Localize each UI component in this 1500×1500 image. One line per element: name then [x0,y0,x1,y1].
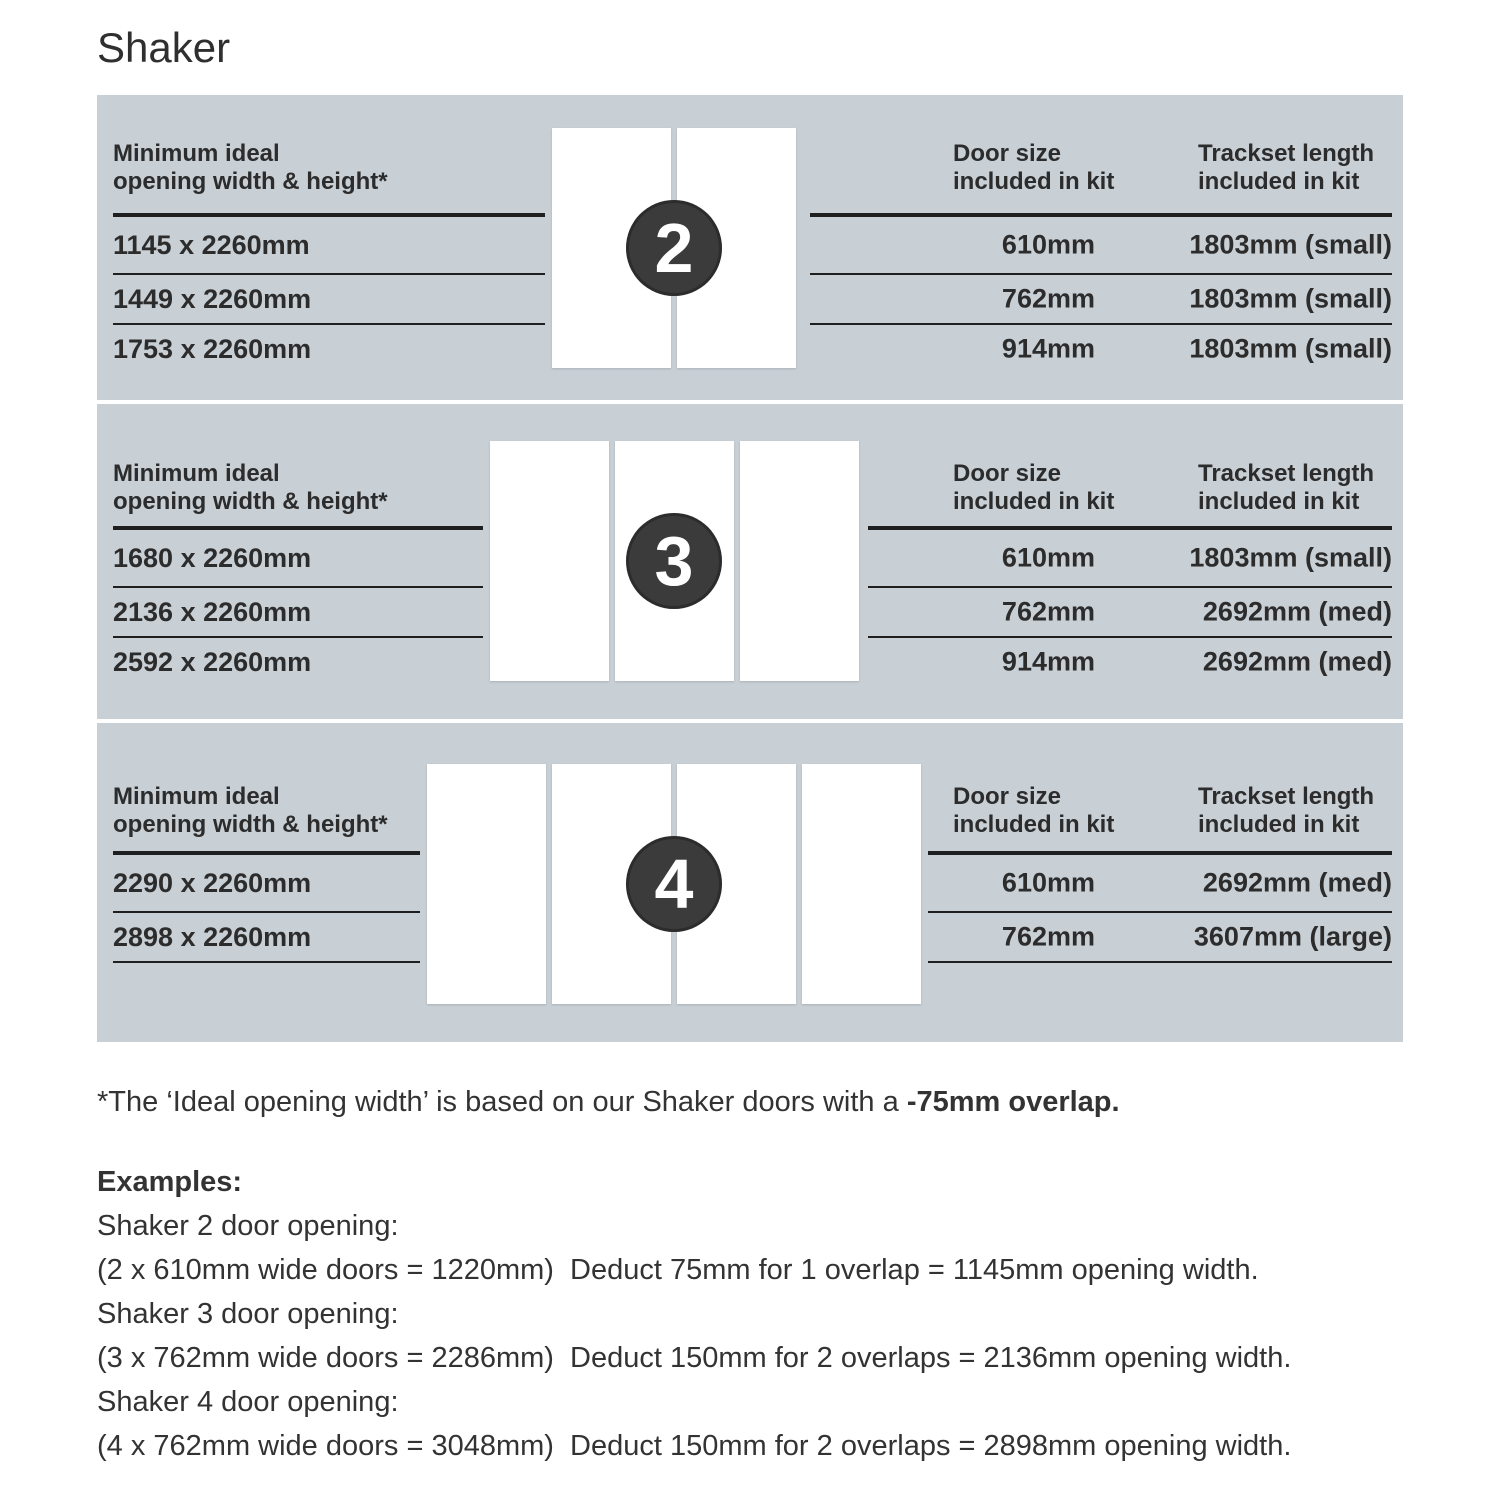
kit-row [810,325,1392,373]
opening-size-rows [113,213,545,373]
door-size-column-header [953,140,1114,196]
opening-size-value: 2136 x 2260mm [113,596,312,627]
trackset-length-value: 1803mm (small) [1189,333,1392,364]
size-guide-panel [97,95,1403,1042]
opening-size-value: 2592 x 2260mm [113,646,312,677]
kit-row [810,275,1392,325]
door-panel [802,764,921,1004]
door-panel [740,441,859,681]
door-size-column-header [953,460,1114,516]
examples-heading: Examples: [97,1166,243,1198]
door-panel [490,441,609,681]
trackset-length-value: 3607mm (large) [1193,921,1392,952]
trackset-length-value: 1803mm (small) [1189,542,1392,573]
door-size-column-header [953,783,1114,839]
footnote-bold: -75mm overlap. [906,1086,1120,1118]
opening-header-line2: opening width & height* [113,488,388,515]
door-count-number: 2 [654,209,694,287]
kit-row [810,217,1392,275]
opening-size-value: 1753 x 2260mm [113,333,312,364]
trackset-length-value: 2692mm (med) [1202,646,1392,677]
opening-header-line1: Minimum ideal [113,783,280,810]
door-size-header-line1: Door size [953,460,1062,487]
opening-size-row [113,638,483,686]
door-count-badge [626,513,722,609]
trackset-length-column-header [1198,460,1374,516]
opening-size-row [113,325,545,373]
opening-size-row [113,530,483,588]
example-calc: (3 x 762mm wide doors = 2286mm) Deduct 150mm for 2 overlaps = 2136mm opening width. [97,1342,1292,1374]
door-size-value: 914mm [1001,646,1095,677]
opening-size-row [113,588,483,638]
kit-row [928,855,1392,913]
opening-header-line2: opening width & height* [113,811,388,838]
door-size-header-line2: included in kit [953,168,1115,195]
example-heading: Shaker 4 door opening: [97,1386,399,1418]
trackset-header-line1: Trackset length [1198,783,1375,810]
section-2-door-kit [97,95,1403,400]
opening-header-line1: Minimum ideal [113,140,280,167]
trackset-length-value: 2692mm (med) [1202,596,1392,627]
examples-block [97,1160,1291,1468]
trackset-length-value: 1803mm (small) [1189,283,1392,314]
opening-header-line2: opening width & height* [113,168,388,195]
trackset-header-line2: included in kit [1198,811,1360,838]
trackset-header-line1: Trackset length [1198,460,1375,487]
trackset-header-line2: included in kit [1198,488,1360,515]
example-heading: Shaker 2 door opening: [97,1210,399,1242]
opening-size-row [113,275,545,325]
section-3-door-kit [97,404,1403,719]
door-size-value: 610mm [1001,867,1095,898]
door-size-header-line2: included in kit [953,811,1115,838]
door-panel [427,764,546,1004]
opening-size-value: 1449 x 2260mm [113,283,312,314]
kit-contents-rows [810,213,1392,373]
opening-size-value: 1145 x 2260mm [113,229,310,260]
kit-contents-rows [928,851,1392,963]
opening-size-row [113,855,420,913]
trackset-length-value: 2692mm (med) [1202,867,1392,898]
opening-size-row [113,913,420,963]
section-divider [97,719,1403,723]
page-title: Shaker [97,24,231,71]
door-size-header-line2: included in kit [953,488,1115,515]
trackset-header-line2: included in kit [1198,168,1360,195]
opening-size-column-header [113,140,388,196]
door-size-value: 610mm [1001,542,1095,573]
door-count-number: 3 [654,522,694,600]
door-size-value: 762mm [1001,596,1095,627]
example-heading: Shaker 3 door opening: [97,1298,399,1330]
trackset-length-column-header [1198,140,1374,196]
kit-row [868,530,1392,588]
footnote [97,1086,1120,1119]
footnote-text: *The ‘Ideal opening width’ is based on our Shaker doors with a [97,1086,907,1118]
kit-row [868,588,1392,638]
examples-list [97,1204,1291,1468]
opening-size-value: 2898 x 2260mm [113,921,312,952]
trackset-length-value: 1803mm (small) [1189,229,1392,260]
section-4-door-kit [97,723,1403,1042]
kit-row [928,913,1392,963]
door-size-header-line1: Door size [953,783,1062,810]
door-count-badge [626,200,722,296]
opening-size-rows [113,851,420,963]
kit-contents-rows [868,526,1392,686]
trackset-header-line1: Trackset length [1198,140,1375,167]
door-count-number: 4 [654,845,694,923]
opening-header-line1: Minimum ideal [113,460,280,487]
opening-size-value: 1680 x 2260mm [113,542,312,573]
trackset-length-column-header [1198,783,1374,839]
example-calc: (4 x 762mm wide doors = 3048mm) Deduct 150mm for 2 overlaps = 2898mm opening width. [97,1430,1292,1462]
door-size-value: 610mm [1001,229,1095,260]
section-divider [97,400,1403,404]
example-calc: (2 x 610mm wide doors = 1220mm) Deduct 75mm for 1 overlap = 1145mm opening width. [97,1254,1259,1286]
opening-size-rows [113,526,483,686]
opening-size-column-header [113,783,388,839]
kit-row [868,638,1392,686]
door-size-value: 914mm [1001,333,1095,364]
door-size-header-line1: Door size [953,140,1062,167]
opening-size-value: 2290 x 2260mm [113,867,312,898]
opening-size-column-header [113,460,388,516]
door-size-value: 762mm [1001,921,1095,952]
opening-size-row [113,217,545,275]
door-size-value: 762mm [1001,283,1095,314]
door-count-badge [626,836,722,932]
